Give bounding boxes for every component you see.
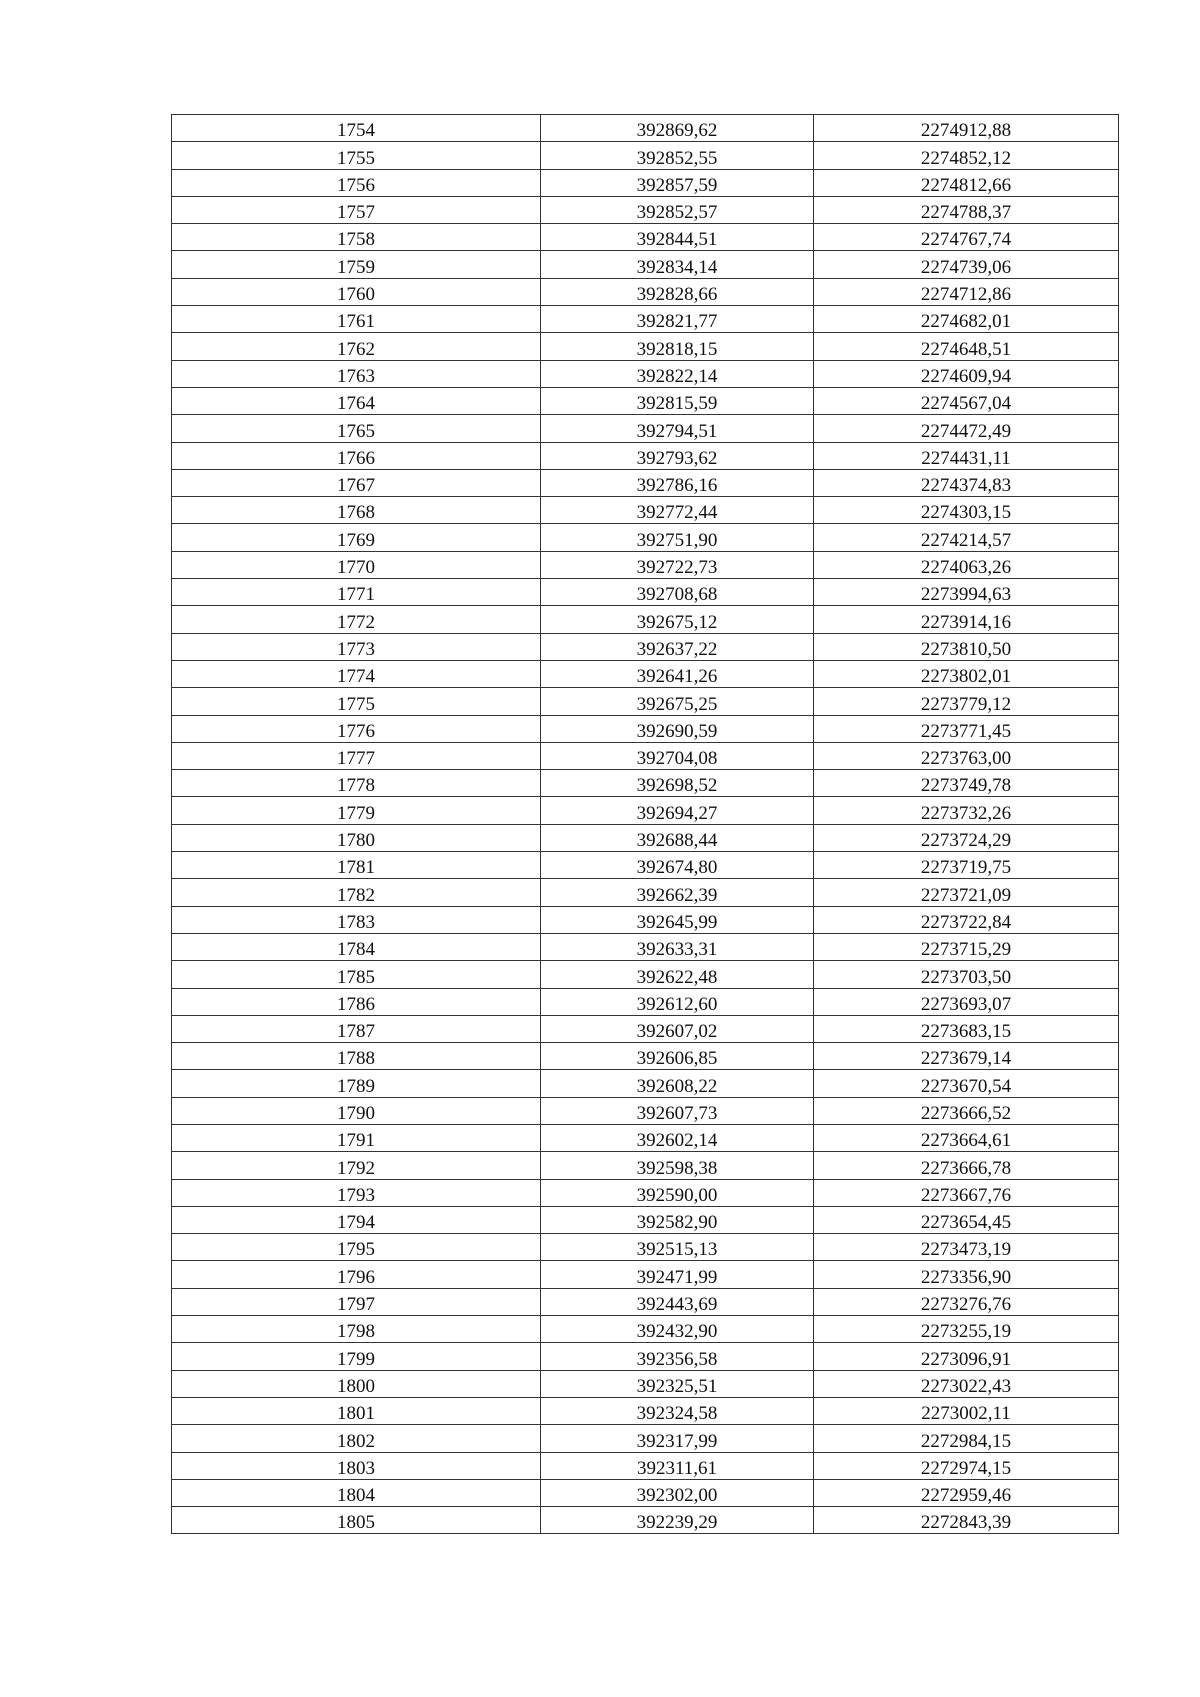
point-number-cell: 1758 <box>172 224 541 251</box>
point-number-cell: 1799 <box>172 1343 541 1370</box>
point-number-cell: 1778 <box>172 770 541 797</box>
table-row <box>172 660 1119 687</box>
table-row <box>172 1206 1119 1233</box>
x-coordinate-cell: 392325,51 <box>541 1370 814 1397</box>
y-coordinate-cell: 2273683,15 <box>814 1015 1119 1042</box>
y-coordinate-cell: 2273994,63 <box>814 579 1119 606</box>
x-coordinate-cell: 392751,90 <box>541 524 814 551</box>
point-number-cell: 1793 <box>172 1179 541 1206</box>
table-row <box>172 524 1119 551</box>
table-row <box>172 742 1119 769</box>
y-coordinate-cell: 2274648,51 <box>814 333 1119 360</box>
table-row <box>172 579 1119 606</box>
table-row <box>172 715 1119 742</box>
y-coordinate-cell: 2273771,45 <box>814 715 1119 742</box>
x-coordinate-cell: 392607,73 <box>541 1097 814 1124</box>
x-coordinate-cell: 392637,22 <box>541 633 814 660</box>
y-coordinate-cell: 2273721,09 <box>814 879 1119 906</box>
x-coordinate-cell: 392834,14 <box>541 251 814 278</box>
x-coordinate-cell: 392828,66 <box>541 278 814 305</box>
x-coordinate-cell: 392793,62 <box>541 442 814 469</box>
table-row <box>172 1152 1119 1179</box>
point-number-cell: 1764 <box>172 387 541 414</box>
x-coordinate-cell: 392815,59 <box>541 387 814 414</box>
coordinates-table-body <box>172 115 1119 1534</box>
table-row <box>172 1343 1119 1370</box>
y-coordinate-cell: 2273096,91 <box>814 1343 1119 1370</box>
point-number-cell: 1780 <box>172 824 541 851</box>
x-coordinate-cell: 392590,00 <box>541 1179 814 1206</box>
x-coordinate-cell: 392857,59 <box>541 169 814 196</box>
x-coordinate-cell: 392633,31 <box>541 933 814 960</box>
table-row <box>172 169 1119 196</box>
x-coordinate-cell: 392675,12 <box>541 606 814 633</box>
x-coordinate-cell: 392515,13 <box>541 1234 814 1261</box>
x-coordinate-cell: 392844,51 <box>541 224 814 251</box>
x-coordinate-cell: 392674,80 <box>541 852 814 879</box>
table-row <box>172 770 1119 797</box>
point-number-cell: 1789 <box>172 1070 541 1097</box>
point-number-cell: 1804 <box>172 1479 541 1506</box>
x-coordinate-cell: 392852,57 <box>541 196 814 223</box>
x-coordinate-cell: 392612,60 <box>541 988 814 1015</box>
table-row <box>172 1043 1119 1070</box>
y-coordinate-cell: 2273779,12 <box>814 688 1119 715</box>
table-row <box>172 251 1119 278</box>
x-coordinate-cell: 392822,14 <box>541 360 814 387</box>
x-coordinate-cell: 392690,59 <box>541 715 814 742</box>
table-row <box>172 1179 1119 1206</box>
point-number-cell: 1763 <box>172 360 541 387</box>
table-row <box>172 551 1119 578</box>
table-row <box>172 1452 1119 1479</box>
y-coordinate-cell: 2274812,66 <box>814 169 1119 196</box>
y-coordinate-cell: 2273810,50 <box>814 633 1119 660</box>
y-coordinate-cell: 2273670,54 <box>814 1070 1119 1097</box>
x-coordinate-cell: 392607,02 <box>541 1015 814 1042</box>
point-number-cell: 1762 <box>172 333 541 360</box>
y-coordinate-cell: 2273664,61 <box>814 1124 1119 1151</box>
table-row <box>172 688 1119 715</box>
x-coordinate-cell: 392311,61 <box>541 1452 814 1479</box>
point-number-cell: 1790 <box>172 1097 541 1124</box>
y-coordinate-cell: 2274767,74 <box>814 224 1119 251</box>
y-coordinate-cell: 2273763,00 <box>814 742 1119 769</box>
x-coordinate-cell: 392582,90 <box>541 1206 814 1233</box>
y-coordinate-cell: 2273914,16 <box>814 606 1119 633</box>
point-number-cell: 1798 <box>172 1316 541 1343</box>
x-coordinate-cell: 392698,52 <box>541 770 814 797</box>
x-coordinate-cell: 392708,68 <box>541 579 814 606</box>
y-coordinate-cell: 2274567,04 <box>814 387 1119 414</box>
point-number-cell: 1796 <box>172 1261 541 1288</box>
x-coordinate-cell: 392794,51 <box>541 415 814 442</box>
point-number-cell: 1800 <box>172 1370 541 1397</box>
point-number-cell: 1781 <box>172 852 541 879</box>
table-row <box>172 387 1119 414</box>
x-coordinate-cell: 392356,58 <box>541 1343 814 1370</box>
point-number-cell: 1761 <box>172 306 541 333</box>
point-number-cell: 1772 <box>172 606 541 633</box>
x-coordinate-cell: 392772,44 <box>541 497 814 524</box>
y-coordinate-cell: 2273715,29 <box>814 933 1119 960</box>
point-number-cell: 1784 <box>172 933 541 960</box>
y-coordinate-cell: 2273722,84 <box>814 906 1119 933</box>
table-row <box>172 469 1119 496</box>
point-number-cell: 1795 <box>172 1234 541 1261</box>
point-number-cell: 1803 <box>172 1452 541 1479</box>
point-number-cell: 1769 <box>172 524 541 551</box>
x-coordinate-cell: 392622,48 <box>541 961 814 988</box>
table-row <box>172 961 1119 988</box>
x-coordinate-cell: 392869,62 <box>541 115 814 142</box>
table-row <box>172 1397 1119 1424</box>
table-row <box>172 115 1119 142</box>
table-row <box>172 442 1119 469</box>
table-row <box>172 933 1119 960</box>
table-row <box>172 497 1119 524</box>
point-number-cell: 1787 <box>172 1015 541 1042</box>
y-coordinate-cell: 2272959,46 <box>814 1479 1119 1506</box>
table-row <box>172 1070 1119 1097</box>
y-coordinate-cell: 2274739,06 <box>814 251 1119 278</box>
point-number-cell: 1791 <box>172 1124 541 1151</box>
x-coordinate-cell: 392302,00 <box>541 1479 814 1506</box>
table-row <box>172 1288 1119 1315</box>
y-coordinate-cell: 2273276,76 <box>814 1288 1119 1315</box>
y-coordinate-cell: 2274682,01 <box>814 306 1119 333</box>
table-row <box>172 1370 1119 1397</box>
point-number-cell: 1777 <box>172 742 541 769</box>
y-coordinate-cell: 2274431,11 <box>814 442 1119 469</box>
x-coordinate-cell: 392675,25 <box>541 688 814 715</box>
y-coordinate-cell: 2273724,29 <box>814 824 1119 851</box>
x-coordinate-cell: 392443,69 <box>541 1288 814 1315</box>
x-coordinate-cell: 392432,90 <box>541 1316 814 1343</box>
y-coordinate-cell: 2274912,88 <box>814 115 1119 142</box>
table-row <box>172 906 1119 933</box>
point-number-cell: 1805 <box>172 1507 541 1534</box>
y-coordinate-cell: 2273703,50 <box>814 961 1119 988</box>
y-coordinate-cell: 2273654,45 <box>814 1206 1119 1233</box>
point-number-cell: 1782 <box>172 879 541 906</box>
table-row <box>172 879 1119 906</box>
y-coordinate-cell: 2273356,90 <box>814 1261 1119 1288</box>
point-number-cell: 1771 <box>172 579 541 606</box>
x-coordinate-cell: 392324,58 <box>541 1397 814 1424</box>
table-row <box>172 306 1119 333</box>
table-row <box>172 1479 1119 1506</box>
point-number-cell: 1785 <box>172 961 541 988</box>
y-coordinate-cell: 2274374,83 <box>814 469 1119 496</box>
y-coordinate-cell: 2273802,01 <box>814 660 1119 687</box>
point-number-cell: 1783 <box>172 906 541 933</box>
point-number-cell: 1760 <box>172 278 541 305</box>
point-number-cell: 1773 <box>172 633 541 660</box>
x-coordinate-cell: 392608,22 <box>541 1070 814 1097</box>
point-number-cell: 1770 <box>172 551 541 578</box>
point-number-cell: 1775 <box>172 688 541 715</box>
x-coordinate-cell: 392602,14 <box>541 1124 814 1151</box>
table-row <box>172 824 1119 851</box>
y-coordinate-cell: 2273732,26 <box>814 797 1119 824</box>
x-coordinate-cell: 392598,38 <box>541 1152 814 1179</box>
point-number-cell: 1756 <box>172 169 541 196</box>
y-coordinate-cell: 2272843,39 <box>814 1507 1119 1534</box>
y-coordinate-cell: 2272974,15 <box>814 1452 1119 1479</box>
y-coordinate-cell: 2273693,07 <box>814 988 1119 1015</box>
y-coordinate-cell: 2274609,94 <box>814 360 1119 387</box>
x-coordinate-cell: 392722,73 <box>541 551 814 578</box>
point-number-cell: 1797 <box>172 1288 541 1315</box>
point-number-cell: 1788 <box>172 1043 541 1070</box>
y-coordinate-cell: 2274852,12 <box>814 142 1119 169</box>
table-row <box>172 988 1119 1015</box>
point-number-cell: 1779 <box>172 797 541 824</box>
y-coordinate-cell: 2274712,86 <box>814 278 1119 305</box>
table-row <box>172 1316 1119 1343</box>
table-row <box>172 142 1119 169</box>
y-coordinate-cell: 2274788,37 <box>814 196 1119 223</box>
y-coordinate-cell: 2272984,15 <box>814 1425 1119 1452</box>
point-number-cell: 1786 <box>172 988 541 1015</box>
table-row <box>172 633 1119 660</box>
table-row <box>172 1425 1119 1452</box>
x-coordinate-cell: 392641,26 <box>541 660 814 687</box>
y-coordinate-cell: 2273667,76 <box>814 1179 1119 1206</box>
x-coordinate-cell: 392704,08 <box>541 742 814 769</box>
table-row <box>172 1261 1119 1288</box>
x-coordinate-cell: 392606,85 <box>541 1043 814 1070</box>
y-coordinate-cell: 2273719,75 <box>814 852 1119 879</box>
table-row <box>172 1124 1119 1151</box>
y-coordinate-cell: 2273666,78 <box>814 1152 1119 1179</box>
x-coordinate-cell: 392852,55 <box>541 142 814 169</box>
table-row <box>172 606 1119 633</box>
table-row <box>172 1507 1119 1534</box>
y-coordinate-cell: 2274063,26 <box>814 551 1119 578</box>
point-number-cell: 1754 <box>172 115 541 142</box>
table-row <box>172 224 1119 251</box>
x-coordinate-cell: 392317,99 <box>541 1425 814 1452</box>
table-row <box>172 278 1119 305</box>
table-row <box>172 1097 1119 1124</box>
table-row <box>172 797 1119 824</box>
x-coordinate-cell: 392688,44 <box>541 824 814 851</box>
point-number-cell: 1802 <box>172 1425 541 1452</box>
x-coordinate-cell: 392694,27 <box>541 797 814 824</box>
y-coordinate-cell: 2274303,15 <box>814 497 1119 524</box>
point-number-cell: 1768 <box>172 497 541 524</box>
y-coordinate-cell: 2273255,19 <box>814 1316 1119 1343</box>
x-coordinate-cell: 392786,16 <box>541 469 814 496</box>
point-number-cell: 1801 <box>172 1397 541 1424</box>
table-row <box>172 333 1119 360</box>
point-number-cell: 1794 <box>172 1206 541 1233</box>
x-coordinate-cell: 392662,39 <box>541 879 814 906</box>
y-coordinate-cell: 2273022,43 <box>814 1370 1119 1397</box>
point-number-cell: 1759 <box>172 251 541 278</box>
x-coordinate-cell: 392239,29 <box>541 1507 814 1534</box>
point-number-cell: 1767 <box>172 469 541 496</box>
point-number-cell: 1766 <box>172 442 541 469</box>
x-coordinate-cell: 392818,15 <box>541 333 814 360</box>
table-row <box>172 360 1119 387</box>
table-row <box>172 196 1119 223</box>
y-coordinate-cell: 2274472,49 <box>814 415 1119 442</box>
y-coordinate-cell: 2273749,78 <box>814 770 1119 797</box>
y-coordinate-cell: 2273473,19 <box>814 1234 1119 1261</box>
table-row <box>172 852 1119 879</box>
y-coordinate-cell: 2273666,52 <box>814 1097 1119 1124</box>
point-number-cell: 1774 <box>172 660 541 687</box>
x-coordinate-cell: 392821,77 <box>541 306 814 333</box>
y-coordinate-cell: 2273002,11 <box>814 1397 1119 1424</box>
point-number-cell: 1776 <box>172 715 541 742</box>
point-number-cell: 1755 <box>172 142 541 169</box>
table-row <box>172 1234 1119 1261</box>
point-number-cell: 1792 <box>172 1152 541 1179</box>
y-coordinate-cell: 2274214,57 <box>814 524 1119 551</box>
table-row <box>172 415 1119 442</box>
point-number-cell: 1765 <box>172 415 541 442</box>
table-row <box>172 1015 1119 1042</box>
y-coordinate-cell: 2273679,14 <box>814 1043 1119 1070</box>
point-number-cell: 1757 <box>172 196 541 223</box>
x-coordinate-cell: 392471,99 <box>541 1261 814 1288</box>
x-coordinate-cell: 392645,99 <box>541 906 814 933</box>
coordinates-table <box>171 114 1119 1534</box>
